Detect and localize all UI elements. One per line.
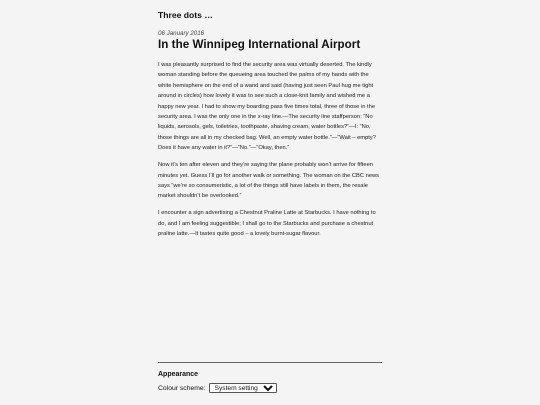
colour-scheme-label: Colour scheme: <box>158 384 206 392</box>
post-paragraph: Now it’s ten after eleven and they’re saying the plane probably won’t arrive for fifteen minutes yet. Guess I’ll go for another walk or something. The woman on the CBC news says “we’re so consumeristic, a lot of the things still have labels in them, the resale market shouldn’t be overlooked.” <box>158 162 380 200</box>
post-title: In the Winnipeg International Airport <box>158 38 361 51</box>
post-date: 06 January 2016 <box>158 30 205 37</box>
appearance-heading: Appearance <box>158 371 199 378</box>
post-body <box>158 60 382 246</box>
post-paragraph: I encounter a sign advertising a Chestnut Praline Latte at Starbucks. I have nothing to do, and I am feeling suggestible; I shall go to the Starbucks and purchase a chestnut praline latte.—It tastes quite good – a lovely burnt-sugar flavour. <box>158 210 376 238</box>
site-title[interactable]: Three dots … <box>158 10 213 20</box>
post-paragraph: I was pleasantly surprised to find the security area was virtually deserted. The kindly woman standing before the queueing area touched the palms of my hands with the white hemisphere on the end of a wand and said (having just seen Paul hug me tight around in circles) how lovely it was to see such a close-knit family and wished me a happy new year. I had to show my boarding pass five times total, three of those in the security area. I was the only one in the x-ray line.—The security line staffperson: “No liquids, aerosols, gels, toiletries, toothpaste, shaving cream, water bottles?”—I: “No, those things are all in my checked bag. Well, an empty water bottle.”—“Wait – empty? Does it have any water in it?”—“No.”—“Okay, then.” <box>158 62 376 152</box>
colour-scheme-select[interactable] <box>209 383 277 393</box>
colour-scheme-row <box>158 383 277 393</box>
footer-divider <box>158 362 382 363</box>
